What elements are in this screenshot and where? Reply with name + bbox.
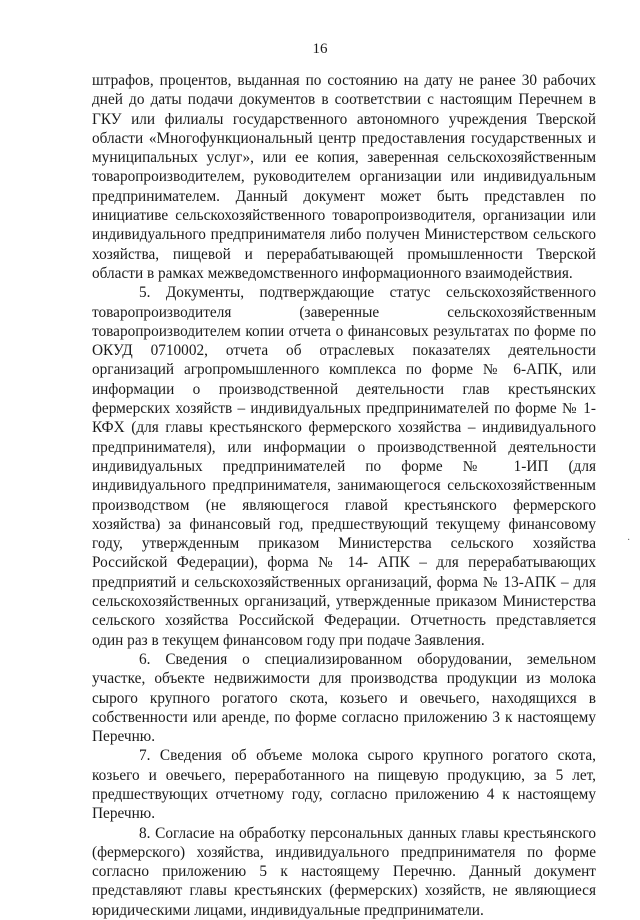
paragraph-item-5: 5. Документы, подтверждающие статус сельскохозяйственного товаропроизводителя (заверенные сельскохозяйственным товаропроизводителем копии отчета о финансовых результатах по форме по ОКУД 0710002, отчета об отраслевых показателях деятельности организаций агропромышленного комплекса по форме № 6-АПК, или информации о производственной деятельности глав крестьянских фермерских хозяйств – индивидуальных предпринимателей по форме № 1-КФХ (для главы крестьянского фермерского хозяйства – индивидуального предпринимателя), или информации о производственной деятельности индивидуальных предпринимателей по форме № 1-ИП (для индивидуального предпринимателя, занимающегося сельскохозяйственным производством (не являющегося главой крестьянского фермерского хозяйства) за финансовый год, предшествующий текущему финансовому году, утвержденным приказом Министерства сельского хозяйства Российской Федерации), форма № 14- АПК – для перерабатывающих предприятий и сельскохозяйственных организаций, форма № 13-АПК – для сельскохозяйственных организаций, утвержденные приказом Министерства сельского хозяйства Российской Федерации. Отчетность представляется один раз в текущем финансовом году при подаче Заявления. (92, 284, 596, 649)
document-body (92, 71, 596, 920)
paragraph-item-6: 6. Сведения о специализированном оборудовании, земельном участке, объекте недвижимости для производства продукции из молока сырого крупного рогатого скота, козьего и овечьего, находящихся в собственности или аренде, по форме согласно приложению 3 к настоящему Перечню. (92, 650, 596, 746)
paragraph-item-7: 7. Сведения об объеме молока сырого крупного рогатого скота, козьего и овечьего, переработанного на пищевую продукцию, за 5 лет, предшествующих отчетному году, согласно приложению 4 к настоящему Перечню. (92, 747, 596, 823)
paragraph-item-8: 8. Согласие на обработку персональных данных главы крестьянского (фермерского) хозяйства, индивидуального предпринимателя по форме согласно приложению 5 к настоящему Перечню. Данный документ представляют главы крестьянских (фермерских) хозяйств, не являющиеся юридическими лицами, индивидуальные предприниматели. (92, 824, 596, 919)
page-number: 16 (312, 41, 328, 57)
paragraph-continuation: штрафов, процентов, выданная по состоянию на дату не ранее 30 рабочих дней до даты подачи документов в соответствии с настоящим Перечнем в ГКУ или филиалы государственного автономного учреждения Тверской области «Многофункциональный центр предоставления государственных и муниципальных услуг», или ее копия, заверенная сельскохозяйственным товаропроизводителем, руководителем организации или индивидуальным предпринимателем. Данный документ может быть представлен по инициативе сельскохозяйственного товаропроизводителя, организации или индивидуального предпринимателя либо получен Министерством сельского хозяйства, пищевой и перерабатывающей промышленности Тверской области в рамках межведомственного информационного взаимодействия. (92, 72, 596, 282)
margin-mark: · (627, 535, 631, 546)
